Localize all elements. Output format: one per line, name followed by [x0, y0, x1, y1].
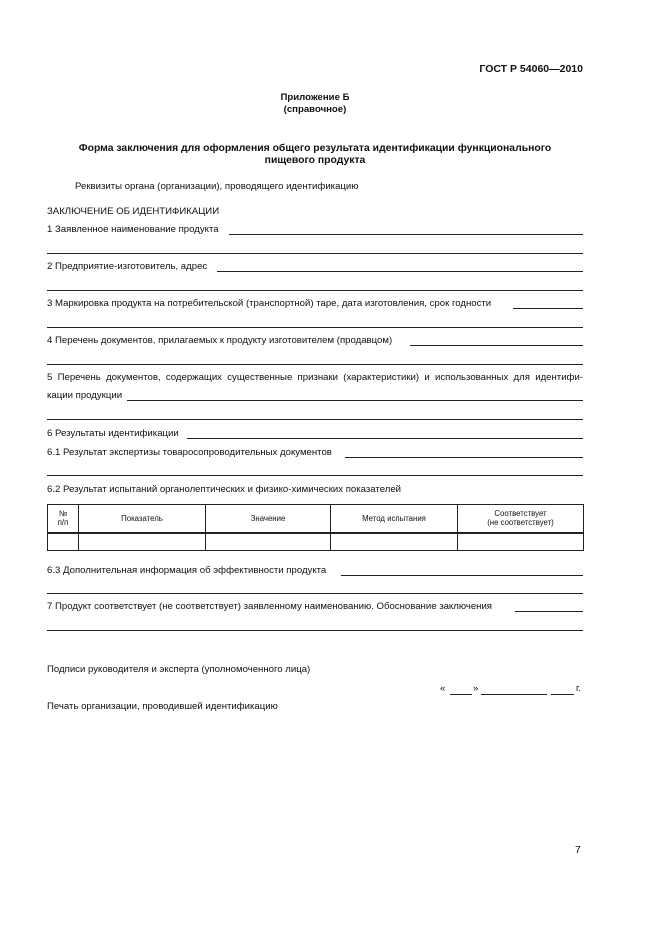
- date-year-line[interactable]: [551, 694, 574, 695]
- stamp-label: Печать организации, проводившей идентификацию: [47, 701, 278, 712]
- item-7-extra-line[interactable]: [47, 630, 583, 631]
- col-indicator-header: Показатель: [79, 505, 206, 533]
- item-6-fill-line[interactable]: [187, 438, 583, 439]
- table-header-row: [48, 505, 584, 533]
- item-1-extra-line[interactable]: [47, 253, 583, 254]
- form-title-line1: Форма заключения для оформления общего результата идентификации функционального: [78, 143, 552, 154]
- standard-number: ГОСТ Р 54060—2010: [479, 63, 583, 75]
- item-6-label: 6 Результаты идентификации: [47, 428, 179, 439]
- item-2-extra-line[interactable]: [47, 290, 583, 291]
- item-3-fill-line[interactable]: [513, 308, 583, 309]
- item-6-1-label: 6.1 Результат экспертизы товаросопроводительных документов: [47, 447, 332, 458]
- col-value-header: Значение: [206, 505, 331, 533]
- item-5-extra-line[interactable]: [47, 419, 583, 420]
- item-5-label-line2: кации продукции: [47, 390, 123, 401]
- date-year-suffix: г.: [576, 683, 581, 694]
- date-open-quote: «: [440, 683, 446, 694]
- cell-method[interactable]: [331, 533, 458, 551]
- item-1-label: 1 Заявленное наименование продукта: [47, 224, 219, 235]
- signatures-label: Подписи руководителя и эксперта (уполномоченного лица): [47, 664, 311, 675]
- item-7-label: 7 Продукт соответствует (не соответствует) заявленному наименованию. Обоснование заключения: [47, 601, 493, 612]
- item-6-1-extra-line[interactable]: [47, 475, 583, 476]
- date-day-line[interactable]: [450, 694, 472, 695]
- page-number: 7: [575, 844, 581, 856]
- form-title-line2: пищевого продукта: [264, 155, 366, 166]
- date-month-line[interactable]: [481, 694, 547, 695]
- cell-indicator[interactable]: [79, 533, 206, 551]
- item-6-1-fill-line[interactable]: [345, 457, 583, 458]
- col-conformance-line2: (не соответствует): [487, 518, 554, 528]
- item-1-fill-line[interactable]: [229, 234, 583, 235]
- col-number-line1: №: [58, 509, 68, 519]
- item-3-extra-line[interactable]: [47, 327, 583, 328]
- appendix-title: Приложение Б: [280, 92, 350, 103]
- col-number-header: [48, 505, 79, 533]
- item-7-fill-line[interactable]: [515, 611, 583, 612]
- cell-number[interactable]: [48, 533, 79, 551]
- item-4-label: 4 Перечень документов, прилагаемых к продукту изготовителем (продавцом): [47, 335, 393, 346]
- item-2-label: 2 Предприятие-изготовитель, адрес: [47, 261, 208, 272]
- item-3-label: 3 Маркировка продукта на потребительской (транспортной) таре, дата изготовления, срок годности: [47, 298, 492, 309]
- conclusion-heading: ЗАКЛЮЧЕНИЕ ОБ ИДЕНТИФИКАЦИИ: [47, 206, 220, 217]
- col-number-line2: п/п: [57, 518, 69, 528]
- cell-conformance[interactable]: [458, 533, 584, 551]
- item-5-label-line1: 5 Перечень документов, содержащих существенные признаки (характеристики) и использованных для идентифи-: [47, 372, 583, 383]
- date-close-quote: »: [473, 683, 479, 694]
- results-table: [47, 504, 584, 551]
- col-conformance-header: [458, 505, 584, 533]
- item-6-3-label: 6.3 Дополнительная информация об эффективности продукта: [47, 565, 327, 576]
- item-6-3-extra-line[interactable]: [47, 593, 583, 594]
- col-method-header: Метод испытания: [331, 505, 458, 533]
- requisites-text: Реквизиты органа (организации), проводящего идентификацию: [75, 181, 359, 192]
- item-4-extra-line[interactable]: [47, 364, 583, 365]
- item-2-fill-line[interactable]: [217, 271, 583, 272]
- appendix-subtitle: (справочное): [283, 104, 347, 115]
- item-6-2-label: 6.2 Результат испытаний органолептических и физико-химических показателей: [47, 484, 402, 495]
- col-conformance-line1: Соответствует: [494, 509, 547, 519]
- item-5-fill-line[interactable]: [127, 400, 583, 401]
- item-6-3-fill-line[interactable]: [341, 575, 583, 576]
- cell-value[interactable]: [206, 533, 331, 551]
- table-row: [48, 533, 584, 551]
- item-4-fill-line[interactable]: [410, 345, 583, 346]
